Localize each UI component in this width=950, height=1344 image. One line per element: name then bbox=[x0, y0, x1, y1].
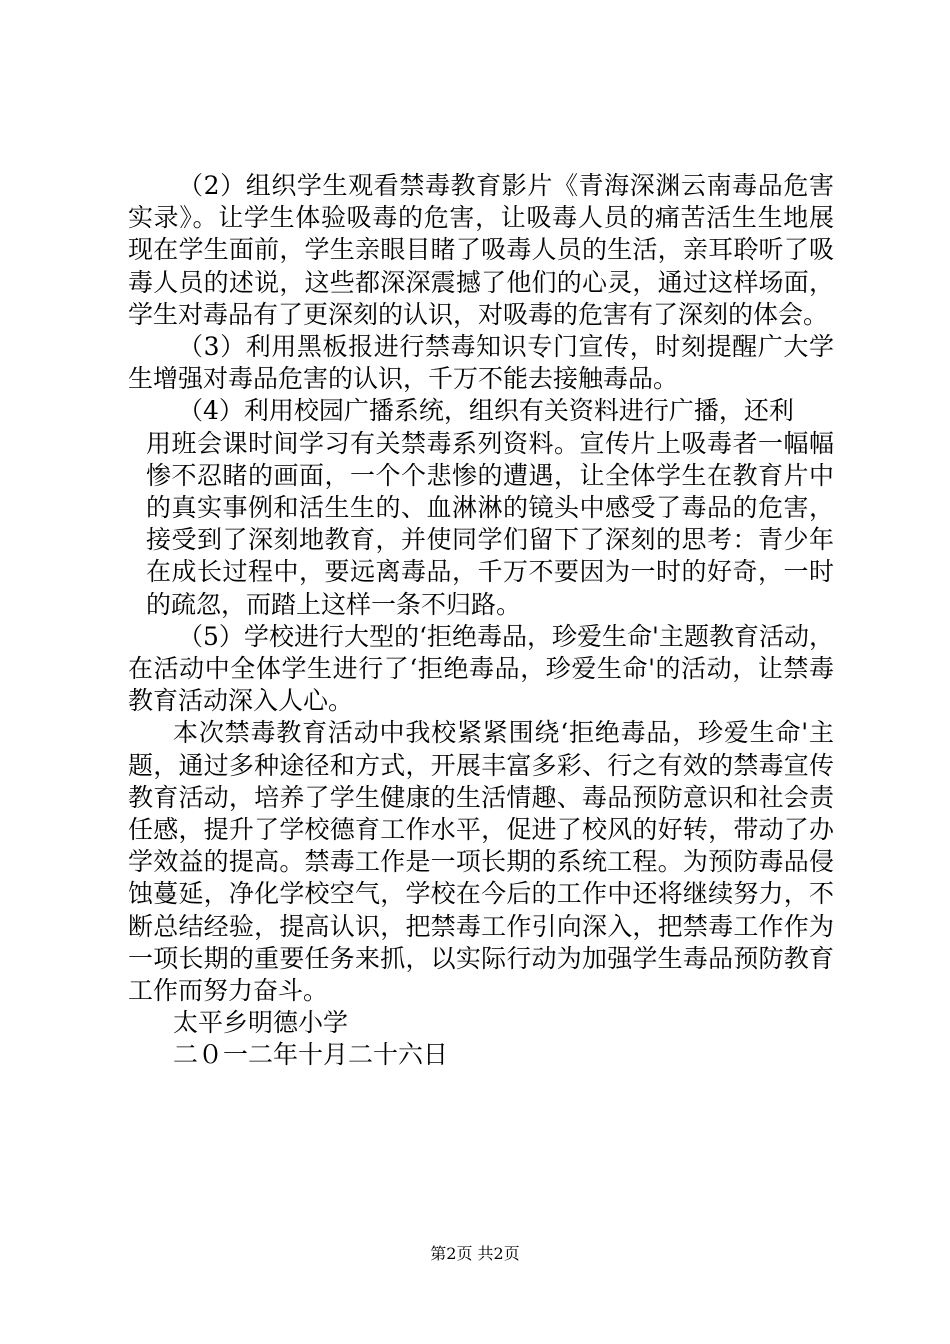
paragraph-summary: 本次禁毒教育活动中我校紧紧围绕‘拒绝毒品，珍爱生命'主题，通过多种途径和方式，开展丰富多彩、行之有效的禁毒宣传教育活动，培养了学生健康的生活情趣、毒品预防意识和社会责任感，提升了学校德育工作水平，促进了校风的好转，带动了办学效益的提高。禁毒工作是一项长期的系统工程。为预防毒品侵蚀蔓延，净化学校空气，学校在今后的工作中还将继续努力，不断总结经验，提高认识，把禁毒工作引向深入，把禁毒工作作为一项长期的重要任务来抓，以实际行动为加强学生毒品预防教育工作而努力奋斗。 bbox=[128, 718, 834, 1006]
paragraph-item-4 bbox=[128, 395, 834, 620]
document-body bbox=[128, 170, 834, 1072]
paragraph-item-4-rest: 用班会课时间学习有关禁毒系列资料。宣传片上吸毒者一幅幅惨不忍睹的画面，一个个悲惨的遭遇，让全体学生在教育片中的真实事例和活生生的、血淋淋的镜头中感受了毒品的危害，接受到了深刻地教育，并使同学们留下了深刻的思考：青少年在成长过程中，要远离毒品，千万不要因为一时的好奇，一时的疏忽，而踏上这样一条不归路。 bbox=[146, 428, 834, 619]
paragraph-item-3: （3）利用黑板报进行禁毒知识专门宣传，时刻提醒广大学生增强对毒品危害的认识，千万不能去接触毒品。 bbox=[128, 332, 834, 394]
paragraph-item-2: （2）组织学生观看禁毒教育影片《青海深渊云南毒品危害实录》。让学生体验吸毒的危害，让吸毒人员的痛苦活生生地展现在学生面前，学生亲眼目睹了吸毒人员的生活，亲耳聆听了吸毒人员的述说，这些都深深震撼了他们的心灵，通过这样场面，学生对毒品有了更深刻的认识，对吸毒的危害有了深刻的体会。 bbox=[128, 171, 834, 329]
paragraph-item-5: （5）学校进行大型的‘拒绝毒品，珍爱生命'主题教育活动，在活动中全体学生进行了‘拒绝毒品，珍爱生命'的活动，让禁毒教育活动深入人心。 bbox=[128, 621, 834, 716]
page-number-footer: 第2页 共2页 bbox=[430, 1244, 520, 1263]
signature-organization: 太平乡明德小学 bbox=[173, 1008, 349, 1038]
signature-date: 二０一二年十月二十六日 bbox=[173, 1040, 449, 1070]
paragraph-item-4-first-line: （4）利用校园广播系统，组织有关资料进行广播，还利 bbox=[178, 396, 794, 426]
